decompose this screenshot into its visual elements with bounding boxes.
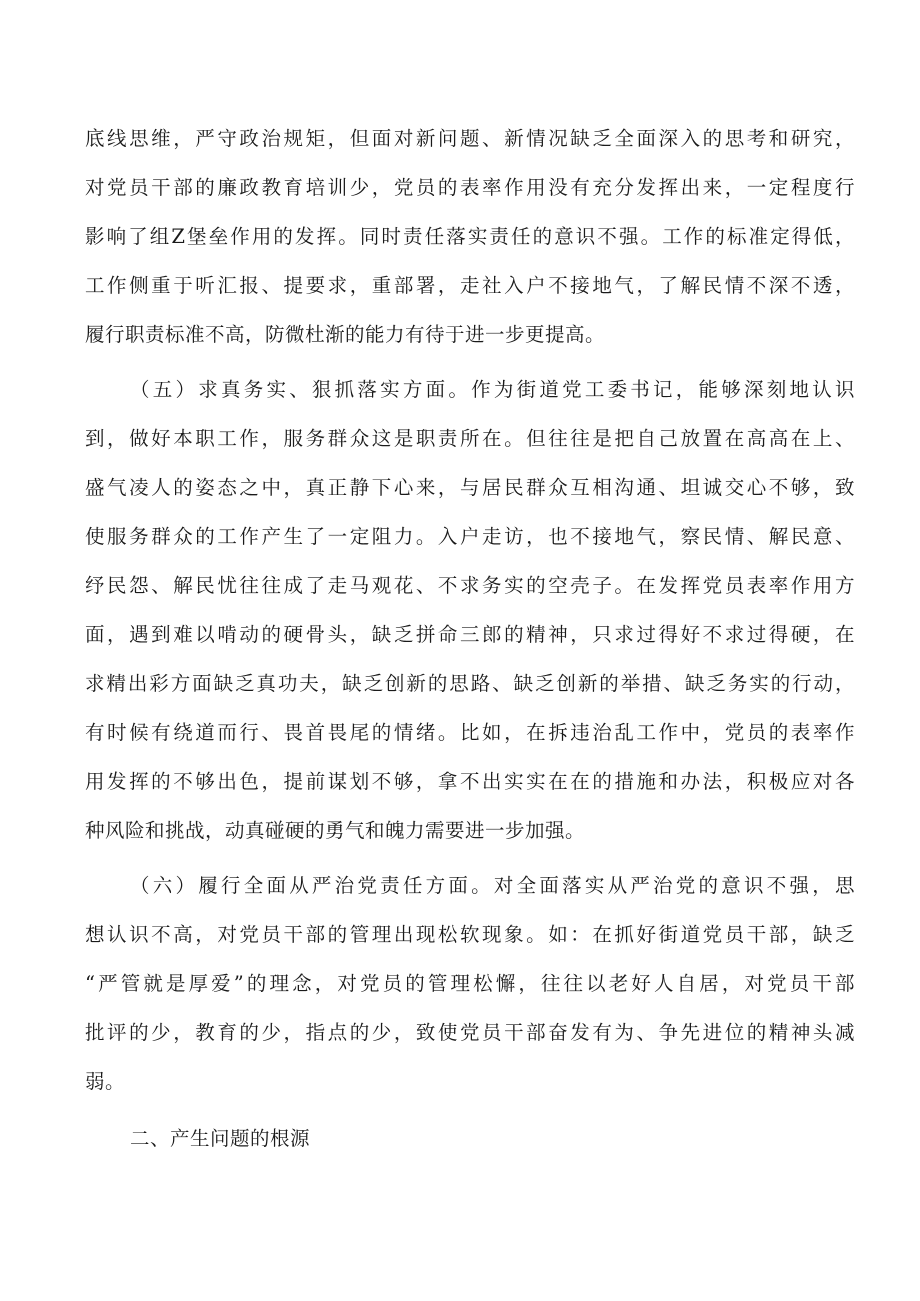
paragraph-line: （五）求真务实、狠抓落实方面。作为街道党工委书记，能够深刻地认识: [130, 378, 855, 401]
paragraph-line: 求精出彩方面缺乏真功夫，缺乏创新的思路、缺乏创新的举措、缺乏务实的行动，: [85, 672, 855, 695]
paragraph-line: 影响了组Z堡垒作用的发挥。同时责任落实责任的意识不强。工作的标准定得低，: [85, 225, 855, 248]
paragraph-line: 履行职责标准不高，防微杜渐的能力有待于进一步更提高。: [85, 323, 606, 346]
paragraph-line: 弱。: [85, 1070, 126, 1093]
paragraph-line: 想认识不高，对党员干部的管理出现松软现象。如：在抓好街道党员干部，缺乏: [85, 923, 855, 946]
paragraph-line: “严管就是厚爱”的理念，对党员的管理松懈，往往以老好人自居，对党员干部: [85, 972, 855, 995]
paragraph-line: 盛气凌人的姿态之中，真正静下心来，与居民群众互相沟通、坦诚交心不够，致: [85, 476, 855, 499]
paragraph-line: 底线思维，严守政治规矩，但面对新问题、新情况缺乏全面深入的思考和研究，: [85, 127, 855, 150]
paragraph-line: 对党员干部的廉政教育培训少，党员的表率作用没有充分发挥出来，一定程度行: [85, 176, 855, 199]
paragraph-line: 到，做好本职工作，服务群众这是职责所在。但往往是把自己放置在高高在上、: [85, 427, 855, 450]
paragraph-line: 用发挥的不够出色，提前谋划不够，拿不出实实在在的措施和办法，积极应对各: [85, 770, 855, 793]
paragraph-line: 工作侧重于听汇报、提要求，重部署，走社入户不接地气，了解民情不深不透，: [85, 274, 855, 297]
paragraph-line: 使服务群众的工作产生了一定阻力。入户走访，也不接地气，察民情、解民意、: [85, 525, 855, 548]
section-heading: 二、产生问题的根源: [130, 1127, 311, 1150]
paragraph-line: 批评的少，教育的少，指点的少，致使党员干部奋发有为、争先进位的精神头减: [85, 1021, 855, 1044]
paragraph-line: （六）履行全面从严治党责任方面。对全面落实从严治党的意识不强，思: [130, 874, 855, 897]
paragraph-line: 有时候有绕道而行、畏首畏尾的情绪。比如，在拆违治乱工作中，党员的表率作: [85, 721, 855, 744]
paragraph-line: 种风险和挑战，动真碰硬的勇气和魄力需要进一步加强。: [85, 819, 586, 842]
paragraph-line: 纾民怨、解民忧往往成了走马观花、不求务实的空壳子。在发挥党员表率作用方: [85, 574, 855, 597]
paragraph-line: 面，遇到难以啃动的硬骨头，缺乏拼命三郎的精神，只求过得好不求过得硬，在: [85, 623, 855, 646]
